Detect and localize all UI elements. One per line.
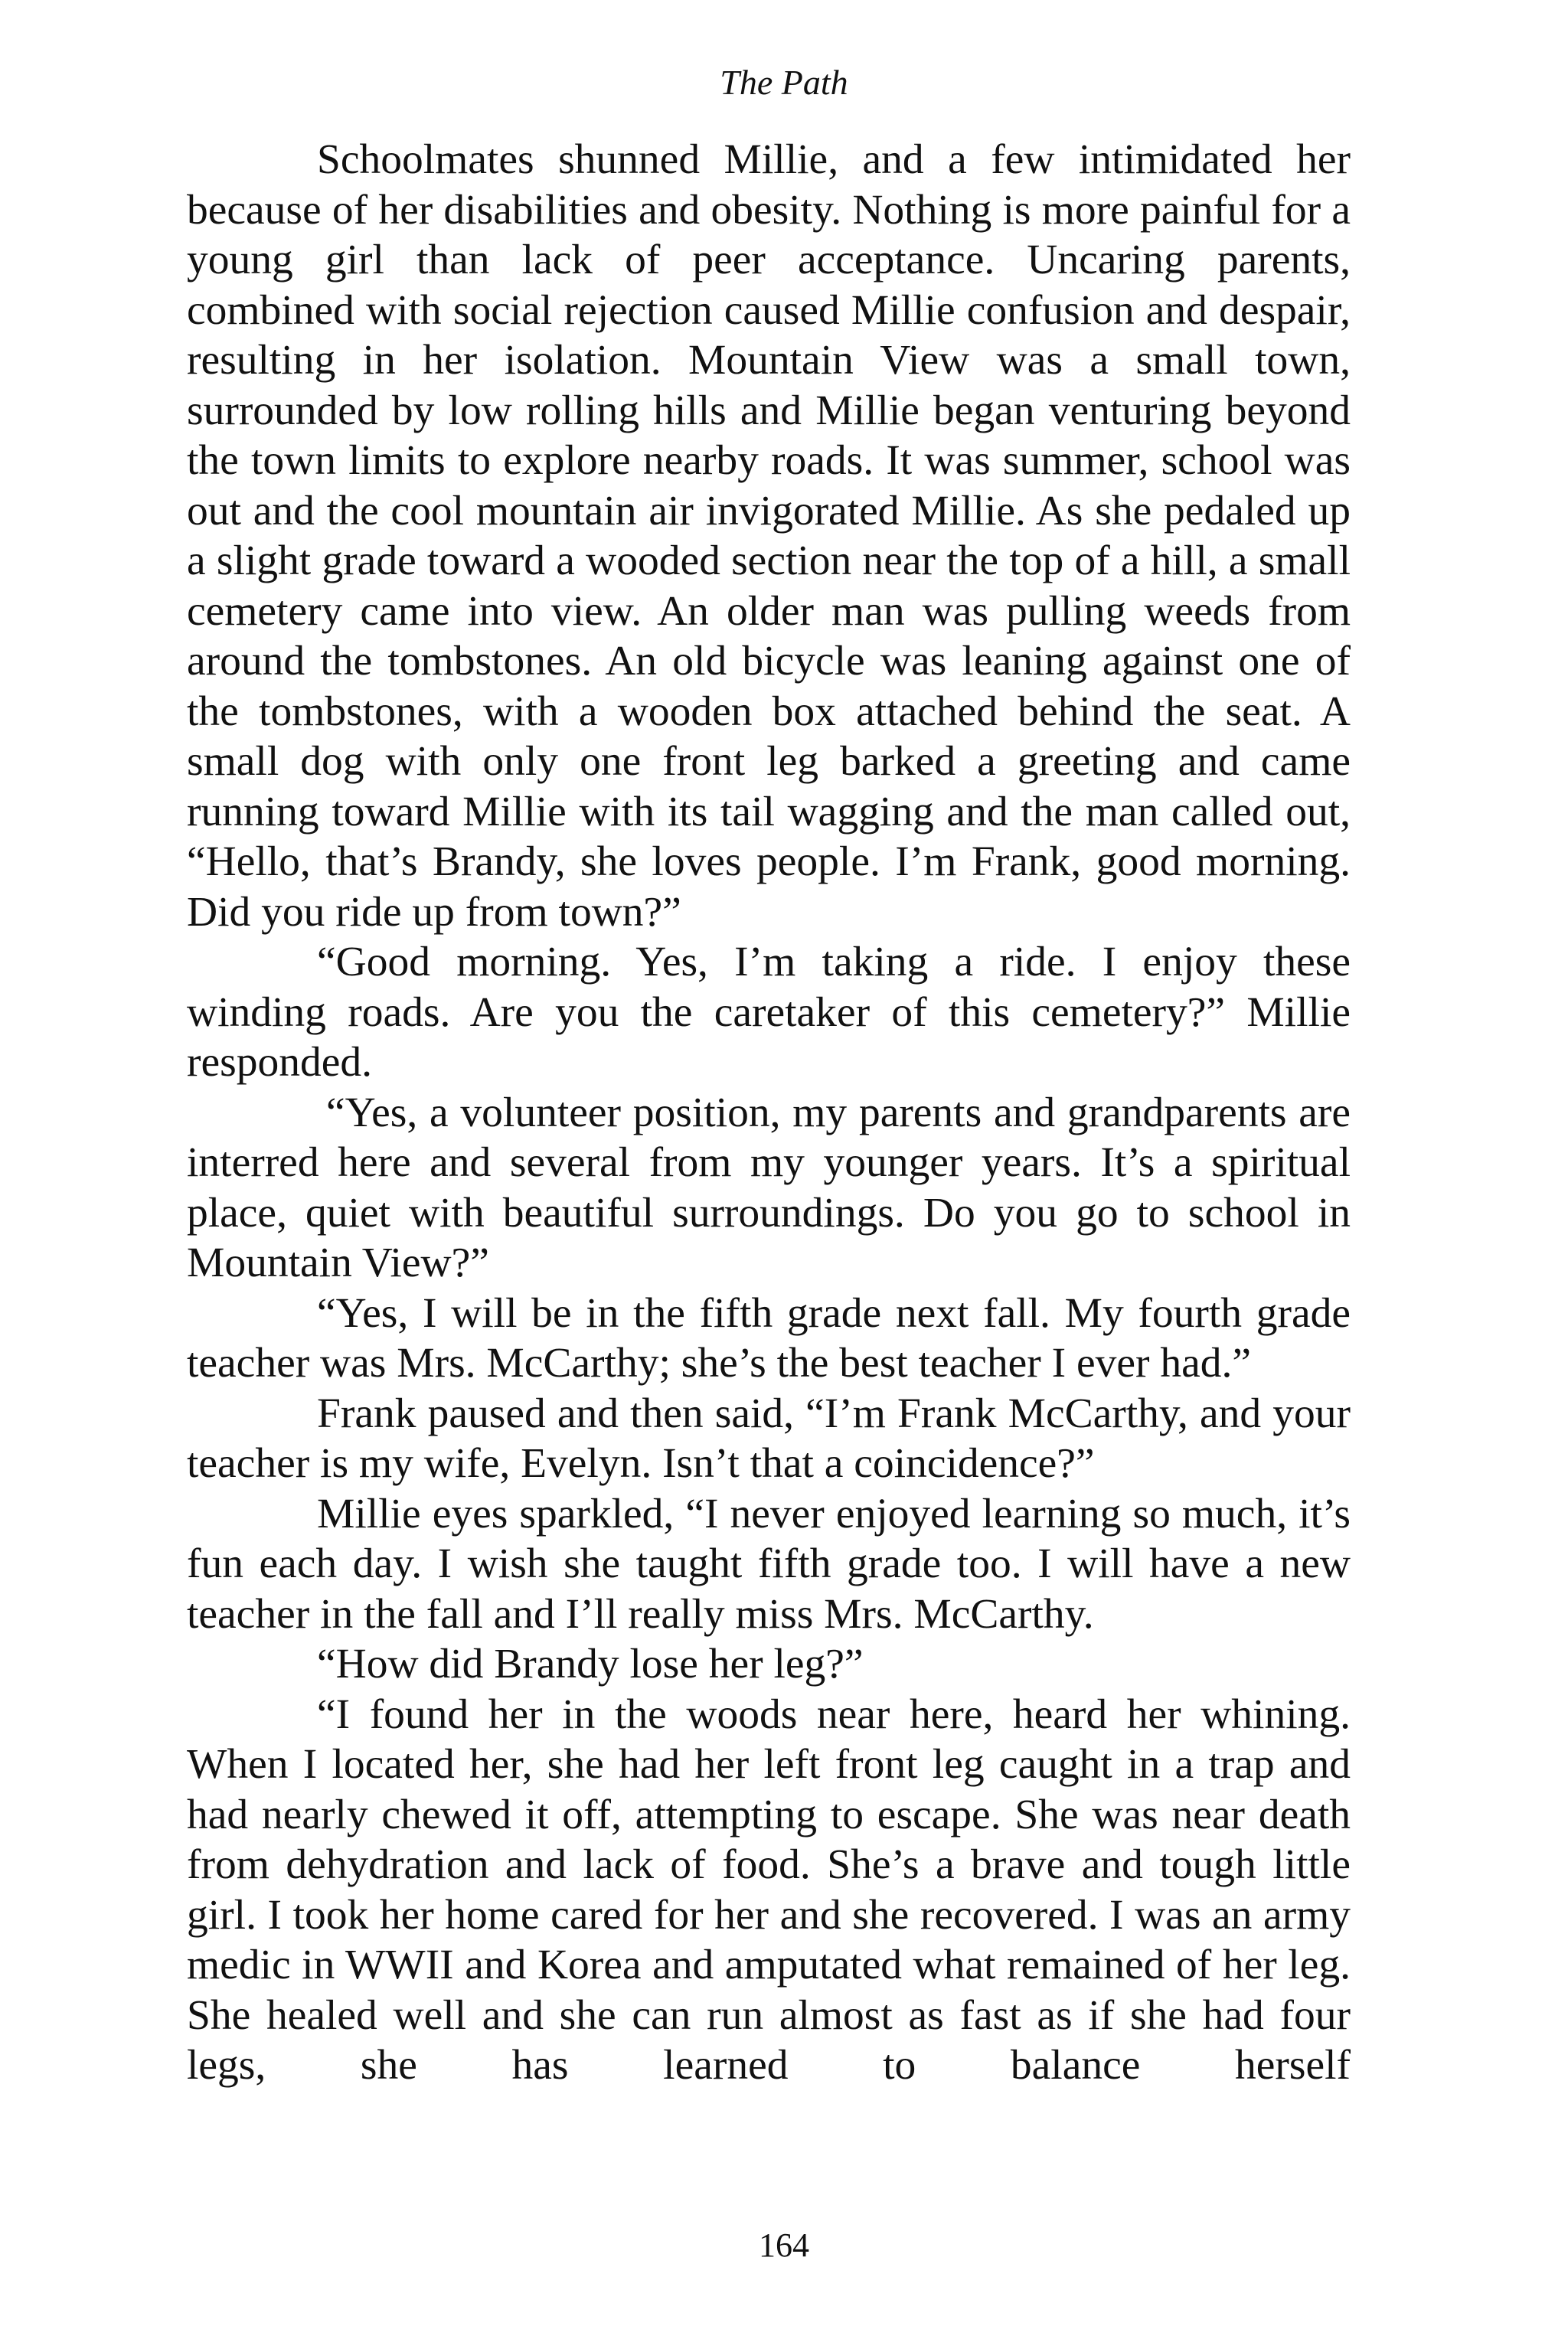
page-number: 164 xyxy=(759,2226,809,2264)
paragraph: “Yes, I will be in the fifth grade next fall. My fourth grade teacher was Mrs. McCarthy; she’s the best teacher I ever had.” xyxy=(187,1289,1351,1387)
body-text xyxy=(187,135,1351,2091)
paragraph: Millie eyes sparkled, “I never enjoyed learning so much, it’s fun each day. I wish she taught fifth grade too. I will have a new teacher in the fall and I’ll really miss Mrs. McCarthy. xyxy=(187,1490,1351,1638)
running-header-title: The Path xyxy=(720,63,848,102)
paragraph: “How did Brandy lose her leg?” xyxy=(317,1641,864,1687)
paragraph: “Yes, a volunteer position, my parents and grandparents are interred here and several from my younger years. It’s a spiritual place, quiet with beautiful surroundings. Do you go to school in Mountain View?” xyxy=(187,1089,1351,1286)
paragraph: “I found her in the woods near here, heard her whining. When I located her, she had her left front leg caught in a trap and had nearly chewed it off, attempting to escape. She was near death from dehydration and lack of food. She’s a brave and tough little girl. I took her home cared for her and she recovered. I was an army medic in WWII and Korea and amputated what remained of her leg. She healed well and she can run almost as fast as if she had four legs, she has learned to balance herself xyxy=(187,1690,1351,2089)
paragraph: Schoolmates shunned Millie, and a few intimidated her because of her disabilities and obesity. Nothing is more painful for a young girl than lack of peer acceptance. Uncaring parents, combined with social rejection caused Millie confusion and despair, resulting in her isolation. Mountain View was a small town, surrounded by low rolling hills and Millie began venturing beyond the town limits to explore nearby roads. It was summer, school was out and the cool mountain air invigorated Millie. As she pedaled up a slight grade toward a wooded section near the top of a hill, a small cemetery came into view. An older man was pulling weeds from around the tombstones. An old bicycle was leaning against one of the tombstones, with a wooden box attached behind the seat. A small dog with only one front leg barked a greeting and came running toward Millie with its tail wagging and the man called out, “Hello, that’s Brandy, she loves people. I’m Frank, good morning. Did you ride up from town?” xyxy=(187,136,1351,936)
paragraph: “Good morning. Yes, I’m taking a ride. I enjoy these winding roads. Are you the caretaker of this cemetery?” Millie responded. xyxy=(187,939,1351,1086)
paragraph: Frank paused and then said, “I’m Frank McCarthy, and your teacher is my wife, Evelyn. Isn’t that a coincidence?” xyxy=(187,1390,1351,1487)
